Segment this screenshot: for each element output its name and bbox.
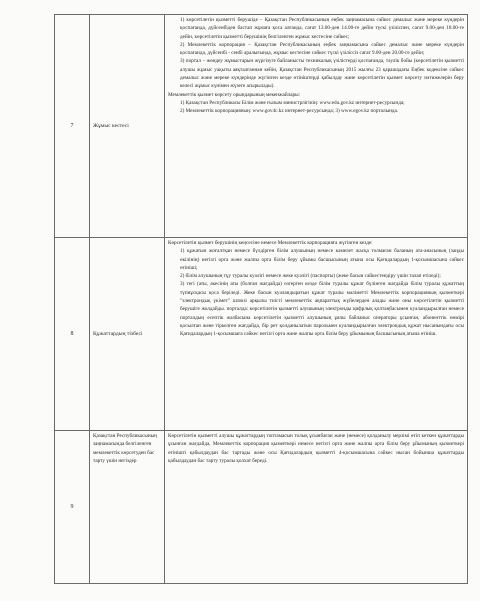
row-title: Құжаттардың тізбесі (90, 238, 165, 431)
paragraph: 2) Мемлекеттік корпорация – Қазақстан Республикасының еңбек заңнамасына сәйкес демалыс және мереке күндерін қоспағанда, дүйсенбі - сенбі аралығында, жұмыс кестесіне сәйкес түскі үзіліссіз сағат 9.00-ден 20.00-ге дейін; (180, 41, 464, 57)
table-row (55, 15, 468, 238)
table-row (55, 238, 468, 431)
row-number: 8 (55, 238, 90, 431)
paragraph: Мемлекеттік қызмет көрсету орындарының мекенжайлары: (168, 91, 301, 98)
paragraph: 2) Мемлекеттік корпорацияның: www.gov4c.kz интернет-ресурсында; 3) www.egov.kz порталында. (180, 108, 399, 115)
row-title: Қазақстан Республикасының заңнамасында белгіленген мемлекеттік көрсетуден бас тарту үшін негіздер (90, 431, 165, 584)
row-description (165, 238, 468, 431)
paragraph: 1) Қазақстан Республикасы Білім және ғылым министрлігінің: www.edu.gov.kz интернет-ресурсында; (180, 99, 405, 106)
row-description (165, 431, 468, 584)
row-number: 7 (55, 15, 90, 238)
paragraph: 3) портал – жөндеу жұмыстарын жүргізуге байланысты техникалық үзілістерді қоспағанда, тәулік бойы (көрсетілетін қызметті алушы жұмыс уақыты аяқталғаннан кейін, Қазақстан Республикасының 2015 жылғы 23 қарашадағы Еңбек кодексіне сәйкес демалыс және мереке күндерінде жүгінген кезде өтініштерді қабылдау және көрсетілетін қызмет көрсету нәтижелерін беру келесі жұмыс күнімен жүзеге асырылады). (180, 58, 464, 90)
service-standard-table (54, 14, 468, 584)
row-title: Жұмыс кестесі (90, 15, 165, 238)
paragraph: Көрсетілетін қызмет берушінің кеңсесіне немесе Мемлекеттік корпорацияға жүгінген кезде: (168, 240, 373, 246)
table-row (55, 431, 468, 584)
paragraph: 1) көрсетілетін қызметті берушіде – Қазақстан Республикасының еңбек заңнамасына сәйкес демалыс және мереке күндерін қоспағанда, дүйсенбіден бастап жұмаға қоса алғанда, сағат 13.00-ден 14.00-ге дейін түскі үзіліспен, сағат 9.00-ден 18.00-ге дейін, көрсетілетін қызметті берушінің белгіленген жұмыс кестесіне сәйкес; (180, 17, 464, 40)
row-description (165, 15, 468, 238)
paragraph: 1) құжатын жоғалтқан немесе бүлдірген білім алушының немесе кәмелет жасқа толмаған баланың ата-анасының (заңды өкілінің) негізгі орта және жалпы орта білім беру ұйымы басшысының атына осы Қағидалардың 1-қосымшасына сәйкес өтініші; (180, 248, 464, 271)
paragraph: 3) тегі (аты, әкесінің аты (болған жағдайда) өзгерген кезде білім туралы құжат бүлінген жағдайда білім туралы құжаттың түпнұсқасы қоса беріледі. Жеке басын куәландыратын құжат туралы мәліметті Мемлекеттік корпорацияның қызметкері "электрондық үкімет" шлюзі арқылы тиісті мемлекеттік ақпараттық жүйелерден алады және оны көрсетілетін қызметті берушіге жолдайды. порталда: көрсетілетін қызметті алушының электронды цифрлық қолтаңбасымен куәландырылған немесе порталдың есептік жазбасына көрсетілетін қызметті алушының ұялы байланыс операторы ұсынған, абоненттік нөмірі қосылған және тіркелген жағдайда, бір рет қолданылатын парольмен куәландырылған электрондық құжат нысанындағы осы Қағидалардың 1-қосымшаға сәйкес негізгі орта және жалпы орта білім беру ұйымының басшысының атына өтініш. (180, 281, 464, 338)
row-number: 9 (55, 431, 90, 584)
paragraph: Көрсетілетін қызметті алушы құжаттардың топтамасын толық ұсынбаған және (немесе) қолданылу мерзімі өтіп кеткен құжаттарды ұсынған жағдайда, Мемлекеттік корпорация қызметкері немесе негізгі орта және жалпы орта білім беру ұйымының қызметкері өтінішті қабылдаудан бас тартады және осы Қағидалардың қызметті 4-қосымшасына сәйкес нысан бойынша құжаттарды қабылдаудан бас тарту туралы қолхат береді. (168, 433, 464, 464)
paragraph: 2) білім алушының тұу туралы куәлігі немесе жеке куәлігі (паспорты) (жеке басын сәйкестендіру үшін талап етіледі); (180, 273, 441, 280)
